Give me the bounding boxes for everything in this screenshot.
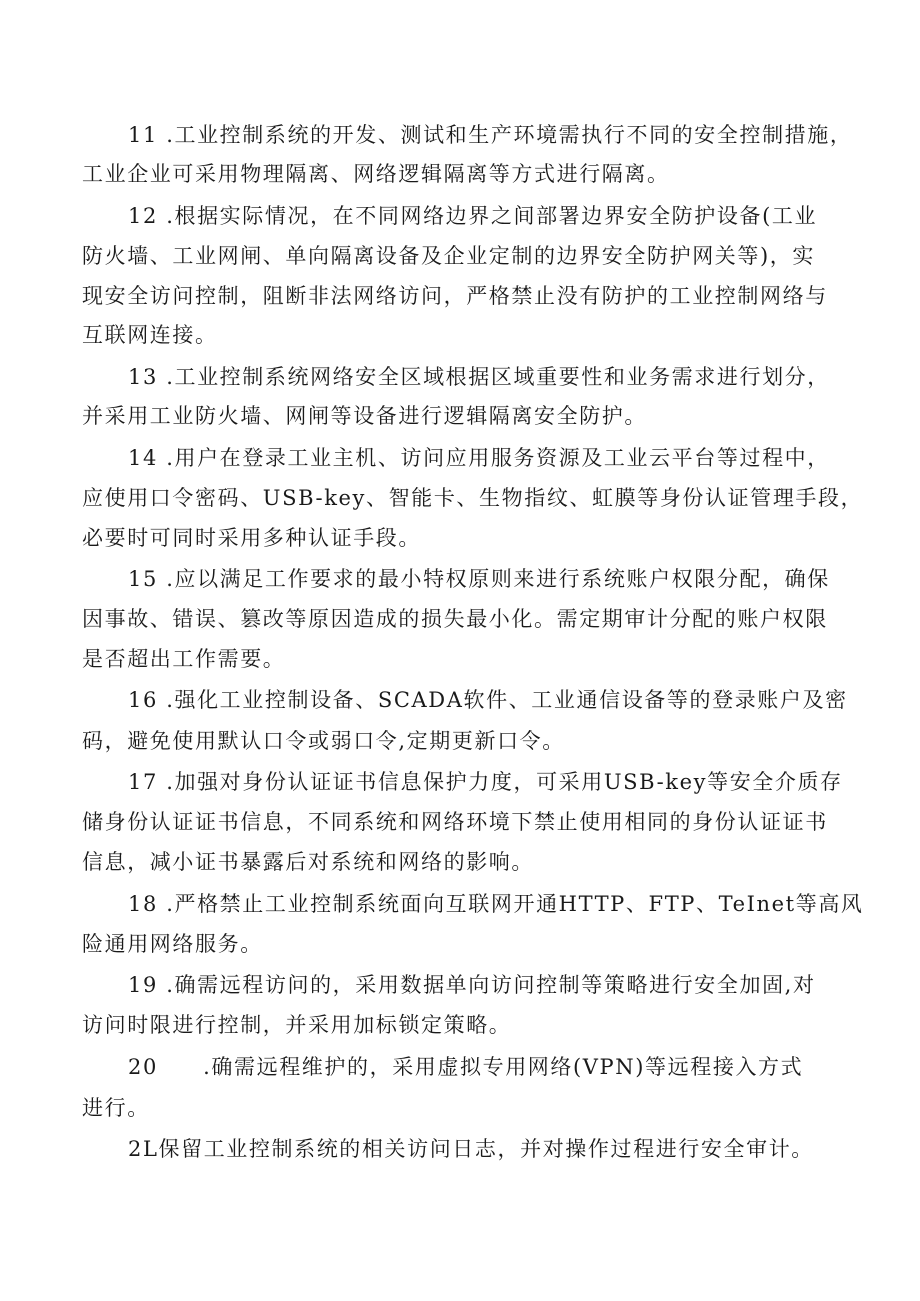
para-16-line-2: 码，避免使用默认口令或弱口令,定期更新口令。 (82, 729, 565, 753)
para-12-line-1: 12 .根据实际情况，在不同网络边界之间部署边界安全防护设备(工业 (128, 204, 818, 228)
para-15-line-2: 因事故、错误、篡改等原因造成的损失最小化。需定期审计分配的账户权限 (82, 607, 828, 631)
para-12-line-4: 互联网连接。 (82, 323, 218, 347)
para-19-line-1: 19 .确需远程访问的，采用数据单向访问控制等策略进行安全加固,对 (128, 973, 816, 997)
para-18-line-2: 险通用网络服务。 (82, 932, 263, 956)
para-16-line-1: 16 .强化工业控制设备、SCADA软件、工业通信设备等的登录账户及密 (128, 688, 848, 712)
para-13-line-2: 并采用工业防火墙、网闸等设备进行逻辑隔离安全防护。 (82, 404, 647, 428)
para-14-line-1: 14 .用户在登录工业主机、访问应用服务资源及工业云平台等过程中， (128, 446, 830, 470)
para-11-line-1: 11 .工业控制系统的开发、测试和生产环境需执行不同的安全控制措施， (128, 123, 853, 147)
para-20-line-1: 20 .确需远程维护的，采用虚拟专用网络(VPN)等远程接入方式 (128, 1055, 804, 1079)
para-12-line-2: 防火墙、工业网闸、单向隔离设备及企业定制的边界安全防护网关等)，实 (82, 244, 815, 268)
para-14-line-3: 必要时可同时采用多种认证手段。 (82, 526, 421, 550)
para-20-line-2: 进行。 (82, 1096, 150, 1120)
para-12-line-3: 现安全访问控制，阻断非法网络访问，严格禁止没有防护的工业控制网络与 (82, 284, 828, 308)
para-13-line-1: 13 .工业控制系统网络安全区域根据区域重要性和业务需求进行划分， (128, 365, 830, 389)
para-17-line-1: 17 .加强对身份认证证书信息保护力度，可采用USB-key等安全介质存 (128, 770, 843, 794)
para-15-line-1: 15 .应以满足工作要求的最小特权原则来进行系统账户权限分配，确保 (128, 567, 830, 591)
para-17-line-3: 信息，减小证书暴露后对系统和网络的影响。 (82, 850, 534, 874)
para-18-line-1: 18 .严格禁止工业控制系统面向互联网开通HTTP、FTP、TeInet等高风 (128, 892, 864, 916)
para-15-line-3: 是否超出工作需要。 (82, 647, 286, 671)
para-17-line-2: 储身份认证证书信息，不同系统和网络环境下禁止使用相同的身份认证证书 (82, 810, 828, 834)
para-19-line-2: 访问时限进行控制，并采用加标锁定策略。 (82, 1013, 512, 1037)
para-21-line-1: 2L保留工业控制系统的相关访问日志，并对操作过程进行安全审计。 (128, 1137, 814, 1161)
para-14-line-2: 应使用口令密码、USB-key、智能卡、生物指纹、虹膜等身份认证管理手段， (82, 486, 864, 510)
para-11-line-2: 工业企业可采用物理隔离、网络逻辑隔离等方式进行隔离。 (82, 162, 670, 186)
